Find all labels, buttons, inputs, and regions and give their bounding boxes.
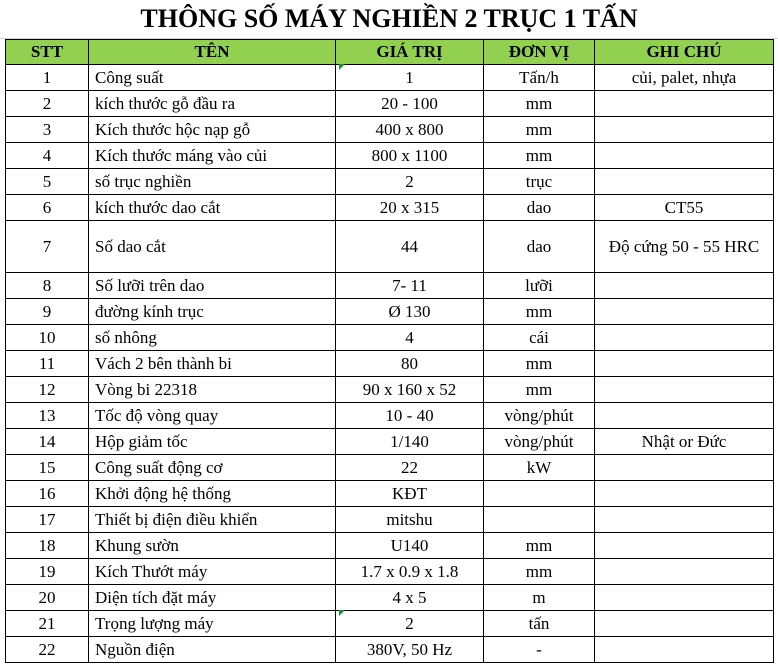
cell-value[interactable]: 20 - 100	[336, 91, 484, 117]
cell-value[interactable]: 800 x 1100	[336, 143, 484, 169]
table-row	[6, 143, 774, 169]
cell-comment-marker	[339, 610, 345, 616]
table-row	[6, 117, 774, 143]
cell-stt[interactable]: 19	[6, 559, 89, 585]
cell-name[interactable]: Tốc độ vòng quay	[89, 403, 336, 429]
table-row	[6, 637, 774, 663]
cell-note[interactable]	[595, 143, 774, 169]
cell-stt[interactable]: 10	[6, 325, 89, 351]
cell-note[interactable]	[595, 169, 774, 195]
cell-note[interactable]	[595, 351, 774, 377]
cell-stt[interactable]: 1	[6, 65, 89, 91]
table-row	[6, 221, 774, 273]
cell-unit[interactable]: m	[484, 585, 595, 611]
cell-note[interactable]	[595, 533, 774, 559]
cell-note[interactable]	[595, 559, 774, 585]
cell-value[interactable]: 90 x 160 x 52	[336, 377, 484, 403]
cell-name[interactable]: Công suất	[89, 65, 336, 91]
cell-stt[interactable]: 4	[6, 143, 89, 169]
cell-unit[interactable]: cái	[484, 325, 595, 351]
cell-value[interactable]: 7- 11	[336, 273, 484, 299]
cell-value[interactable]: Ø 130	[336, 299, 484, 325]
table-row	[6, 481, 774, 507]
cell-unit[interactable]: mm	[484, 117, 595, 143]
cell-value[interactable]: 44	[336, 221, 484, 273]
cell-value[interactable]: 4	[336, 325, 484, 351]
cell-unit[interactable]: dao	[484, 221, 595, 273]
cell-name[interactable]: Vòng bi 22318	[89, 377, 336, 403]
table-row	[6, 559, 774, 585]
header-unit[interactable]: ĐƠN VỊ	[484, 40, 595, 65]
table-row	[6, 169, 774, 195]
cell-value[interactable]: mitshu	[336, 507, 484, 533]
cell-name[interactable]: kích thước dao cắt	[89, 195, 336, 221]
cell-name[interactable]: Số lưỡi trên dao	[89, 273, 336, 299]
table-row	[6, 611, 774, 637]
cell-name[interactable]: Diện tích đặt máy	[89, 585, 336, 611]
cell-unit[interactable]: mm	[484, 299, 595, 325]
cell-name[interactable]: Kích thước máng vào củi	[89, 143, 336, 169]
cell-stt[interactable]: 11	[6, 351, 89, 377]
cell-note[interactable]	[595, 637, 774, 663]
cell-unit[interactable]: trục	[484, 169, 595, 195]
cell-note[interactable]	[595, 377, 774, 403]
cell-stt[interactable]: 9	[6, 299, 89, 325]
table-row	[6, 299, 774, 325]
cell-value[interactable]: 380V, 50 Hz	[336, 637, 484, 663]
table-row	[6, 195, 774, 221]
cell-value[interactable]: 10 - 40	[336, 403, 484, 429]
cell-value[interactable]: U140	[336, 533, 484, 559]
table-row	[6, 65, 774, 91]
cell-unit[interactable]: vòng/phút	[484, 429, 595, 455]
cell-name[interactable]: Thiết bị điện điều khiển	[89, 507, 336, 533]
table-row	[6, 507, 774, 533]
cell-value[interactable]: 20 x 315	[336, 195, 484, 221]
cell-note[interactable]	[595, 91, 774, 117]
cell-value[interactable]: 400 x 800	[336, 117, 484, 143]
table-row	[6, 429, 774, 455]
cell-stt[interactable]: 21	[6, 611, 89, 637]
table-row	[6, 455, 774, 481]
table-row	[6, 91, 774, 117]
spec-table	[5, 39, 774, 663]
cell-note[interactable]	[595, 507, 774, 533]
cell-unit[interactable]: mm	[484, 377, 595, 403]
cell-note[interactable]	[595, 325, 774, 351]
cell-note[interactable]	[595, 403, 774, 429]
cell-stt[interactable]: 20	[6, 585, 89, 611]
cell-stt[interactable]: 18	[6, 533, 89, 559]
table-row	[6, 377, 774, 403]
cell-note[interactable]: CT55	[595, 195, 774, 221]
cell-note[interactable]	[595, 299, 774, 325]
cell-note[interactable]	[595, 611, 774, 637]
cell-unit[interactable]: Tấn/h	[484, 65, 595, 91]
cell-name[interactable]: Công suất động cơ	[89, 455, 336, 481]
cell-stt[interactable]: 15	[6, 455, 89, 481]
cell-name[interactable]: Số dao cắt	[89, 221, 336, 273]
cell-stt[interactable]: 6	[6, 195, 89, 221]
cell-unit[interactable]: kW	[484, 455, 595, 481]
table-row	[6, 273, 774, 299]
cell-note[interactable]	[595, 481, 774, 507]
cell-note[interactable]	[595, 273, 774, 299]
cell-note[interactable]: củi, palet, nhựa	[595, 65, 774, 91]
cell-note[interactable]: Độ cứng 50 - 55 HRC	[595, 221, 774, 273]
sheet-title[interactable]: THÔNG SỐ MÁY NGHIỀN 2 TRỤC 1 TẤN	[140, 4, 638, 33]
cell-name[interactable]: Vách 2 bên thành bi	[89, 351, 336, 377]
cell-value[interactable]: 1	[336, 65, 484, 91]
cell-stt[interactable]: 2	[6, 91, 89, 117]
cell-value[interactable]: KĐT	[336, 481, 484, 507]
cell-value[interactable]: 1.7 x 0.9 x 1.8	[336, 559, 484, 585]
cell-value[interactable]: 2	[336, 611, 484, 637]
cell-unit[interactable]: mm	[484, 91, 595, 117]
cell-stt[interactable]: 17	[6, 507, 89, 533]
cell-name[interactable]: Hộp giảm tốc	[89, 429, 336, 455]
cell-unit[interactable]: mm	[484, 533, 595, 559]
cell-unit[interactable]: vòng/phút	[484, 403, 595, 429]
cell-value[interactable]: 2	[336, 169, 484, 195]
header-row	[6, 40, 774, 65]
cell-stt[interactable]: 13	[6, 403, 89, 429]
cell-value[interactable]: 1/140	[336, 429, 484, 455]
cell-note[interactable]	[595, 455, 774, 481]
cell-unit[interactable]: dao	[484, 195, 595, 221]
table-row	[6, 351, 774, 377]
cell-unit[interactable]: mm	[484, 559, 595, 585]
cell-unit[interactable]: lưỡi	[484, 273, 595, 299]
cell-name[interactable]: số trục nghiền	[89, 169, 336, 195]
cell-stt[interactable]: 16	[6, 481, 89, 507]
cell-name[interactable]: Khung sườn	[89, 533, 336, 559]
cell-name[interactable]: Kích Thướt máy	[89, 559, 336, 585]
cell-name[interactable]: Khởi động hệ thống	[89, 481, 336, 507]
cell-name[interactable]: Nguồn điện	[89, 637, 336, 663]
cell-unit[interactable]: mm	[484, 351, 595, 377]
cell-unit[interactable]	[484, 481, 595, 507]
cell-value[interactable]: 22	[336, 455, 484, 481]
table-row	[6, 533, 774, 559]
cell-unit[interactable]: -	[484, 637, 595, 663]
cell-name[interactable]: đường kính trục	[89, 299, 336, 325]
cell-name[interactable]: số nhông	[89, 325, 336, 351]
cell-stt[interactable]: 12	[6, 377, 89, 403]
cell-note[interactable]	[595, 117, 774, 143]
cell-unit[interactable]: mm	[484, 143, 595, 169]
cell-value[interactable]: 4 x 5	[336, 585, 484, 611]
table-row	[6, 325, 774, 351]
cell-unit[interactable]: tấn	[484, 611, 595, 637]
cell-note[interactable]: Nhật or Đức	[595, 429, 774, 455]
cell-stt[interactable]: 14	[6, 429, 89, 455]
header-name[interactable]: TÊN	[89, 40, 336, 65]
header-note[interactable]: GHI CHÚ	[595, 40, 774, 65]
table-row	[6, 403, 774, 429]
cell-stt[interactable]: 22	[6, 637, 89, 663]
cell-stt[interactable]: 8	[6, 273, 89, 299]
cell-stt[interactable]: 5	[6, 169, 89, 195]
cell-unit[interactable]	[484, 507, 595, 533]
header-stt[interactable]: STT	[6, 40, 89, 65]
cell-value[interactable]: 80	[336, 351, 484, 377]
table-row	[6, 585, 774, 611]
cell-note[interactable]	[595, 585, 774, 611]
cell-name[interactable]: Kích thước hộc nạp gỗ	[89, 117, 336, 143]
cell-name[interactable]: Trọng lượng máy	[89, 611, 336, 637]
cell-stt[interactable]: 7	[6, 221, 89, 273]
cell-stt[interactable]: 3	[6, 117, 89, 143]
cell-comment-marker	[339, 64, 345, 70]
header-value[interactable]: GIÁ TRỊ	[336, 40, 484, 65]
cell-name[interactable]: kích thước gỗ đầu ra	[89, 91, 336, 117]
